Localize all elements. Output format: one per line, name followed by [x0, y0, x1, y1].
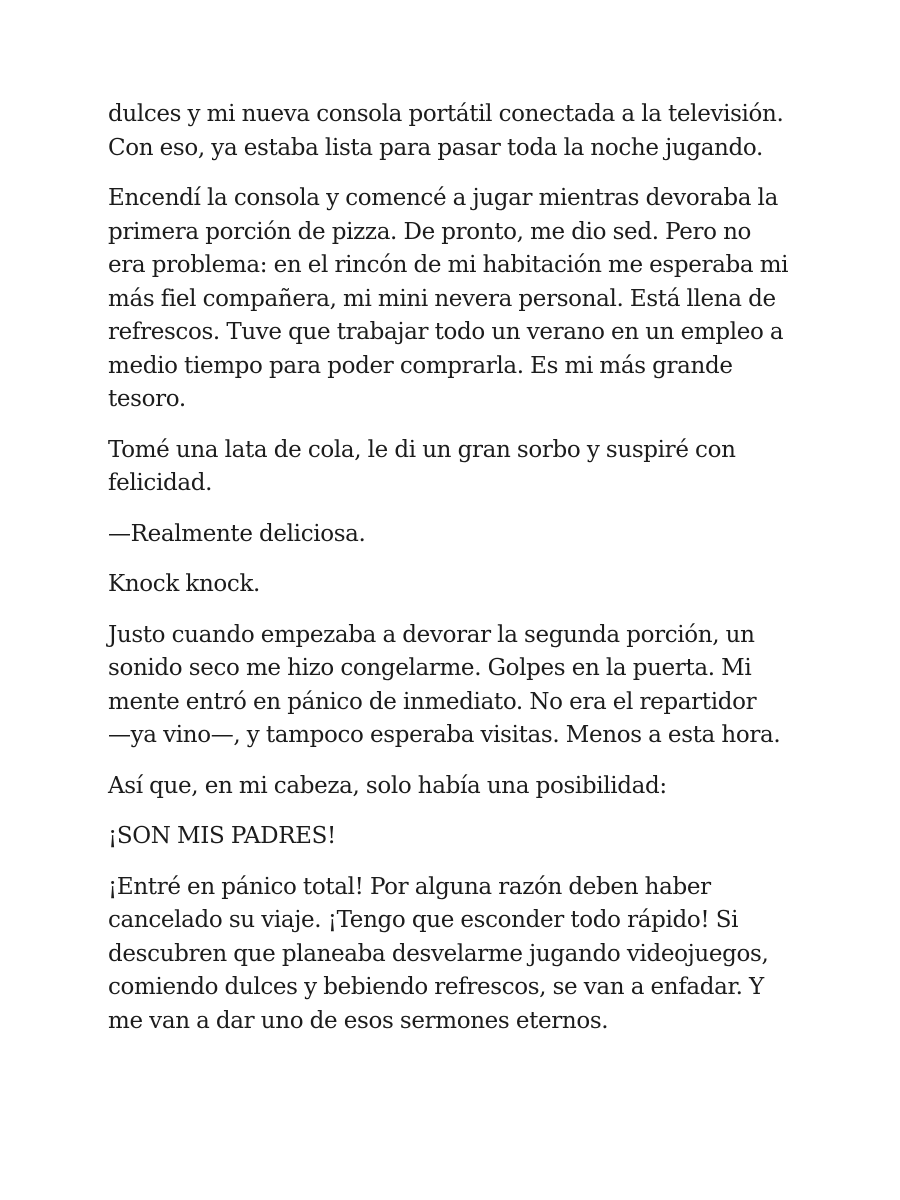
text-line: tesoro. — [108, 386, 186, 412]
text-line: mente entró en pánico de inmediato. No era el repartidor — [108, 688, 757, 715]
paragraph-7 — [108, 770, 798, 804]
text-line: ¡SON MIS PADRES! — [108, 823, 336, 849]
paragraph-9 — [108, 871, 798, 1039]
paragraph-2 — [108, 182, 798, 417]
text-line: felicidad. — [108, 470, 213, 496]
text-line: sonido seco me hizo congelarme. Golpes en la puerta. Mi — [108, 655, 752, 681]
text-line: Así que, en mi cabeza, solo había una posibilidad: — [108, 772, 667, 799]
text-line: Encendí la consola y comencé a jugar mientras devoraba la — [108, 185, 778, 211]
paragraph-4 — [108, 518, 798, 552]
paragraph-1 — [108, 98, 798, 165]
text-line: ¡Entré en pánico total! Por alguna razón deben haber — [108, 873, 711, 900]
text-line: Con eso, ya estaba lista para pasar toda la noche jugando. — [108, 134, 763, 161]
text-line: Justo cuando empezaba a devorar la segunda porción, un — [108, 621, 755, 648]
text-line: —Realmente deliciosa. — [108, 520, 366, 547]
text-line: dulces y mi nueva consola portátil conectada a la televisión. — [108, 101, 784, 127]
text-line: primera porción de pizza. De pronto, me dio sed. Pero no — [108, 218, 752, 245]
text-line: Tomé una lata de cola, le di un gran sorbo y suspiré con — [108, 436, 736, 463]
text-line: descubren que planeaba desvelarme jugando videojuegos, — [108, 940, 769, 967]
document-page — [108, 98, 798, 1055]
text-line: era problema: en el rincón de mi habitación me esperaba mi — [108, 252, 789, 278]
paragraph-3 — [108, 434, 798, 501]
paragraph-6 — [108, 619, 798, 753]
text-line: Knock knock. — [108, 571, 260, 597]
text-line: —ya vino—, y tampoco esperaba visitas. Menos a esta hora. — [108, 722, 781, 748]
text-line: refrescos. Tuve que trabajar todo un verano en un empleo a — [108, 319, 784, 345]
text-line: medio tiempo para poder comprarla. Es mi más grande — [108, 352, 733, 379]
text-line: más fiel compañera, mi mini nevera personal. Está llena de — [108, 285, 776, 312]
paragraph-5 — [108, 568, 798, 602]
text-line: cancelado su viaje. ¡Tengo que esconder todo rápido! Si — [108, 907, 739, 933]
paragraph-8 — [108, 820, 798, 854]
text-line: comiendo dulces y bebiendo refrescos, se van a enfadar. Y — [108, 974, 764, 1000]
text-line: me van a dar uno de esos sermones eternos. — [108, 1007, 609, 1034]
